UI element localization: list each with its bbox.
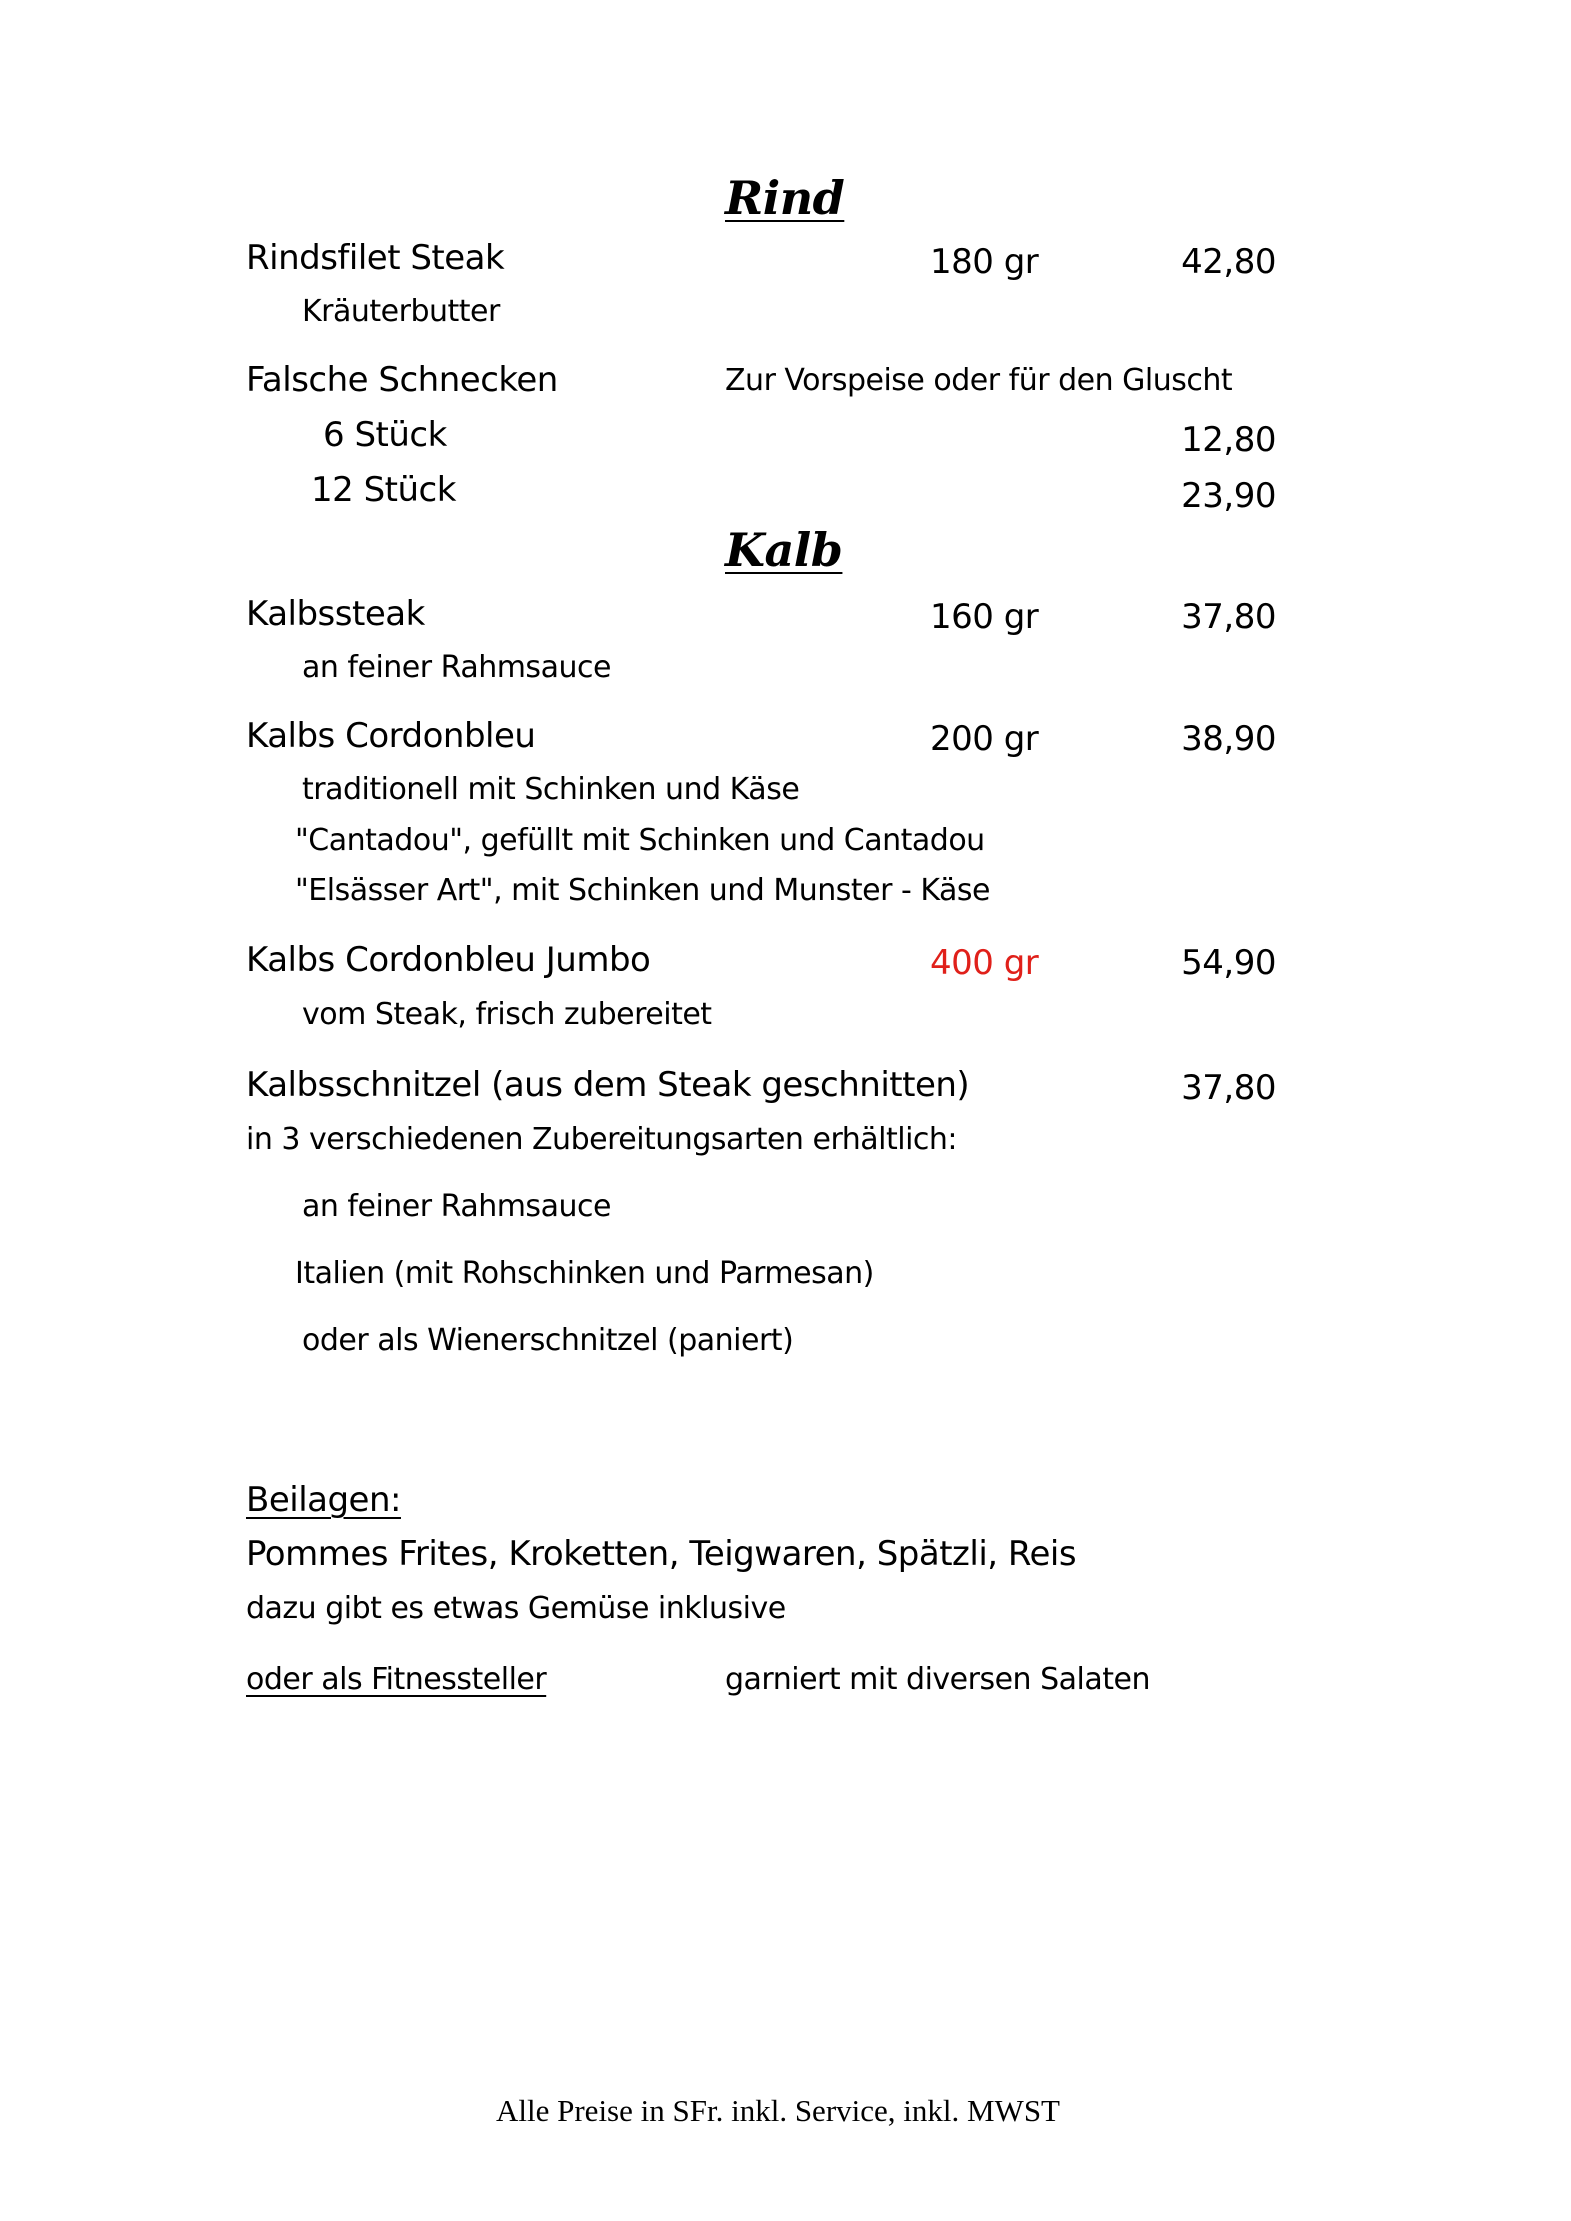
item-name-kalbssteak: Kalbssteak <box>246 594 425 634</box>
item-weight-jumbo: 400 gr <box>930 943 1039 983</box>
item-weight-cordonbleu: 200 gr <box>930 719 1039 759</box>
item-option-rahmsauce: an feiner Rahmsauce <box>302 1189 611 1224</box>
item-name-schnecken: Falsche Schnecken <box>246 360 558 400</box>
item-desc-cordonbleu-2: "Cantadou", gefüllt mit Schinken und Cantadou <box>295 823 985 858</box>
item-price-jumbo: 54,90 <box>1181 943 1276 983</box>
item-name-rindsfilet: Rindsfilet Steak <box>246 238 505 278</box>
item-name-kalbsschnitzel: Kalbsschnitzel (aus dem Steak geschnitten) <box>246 1065 970 1105</box>
beilagen-heading: Beilagen: <box>246 1480 401 1520</box>
item-option-italien: Italien (mit Rohschinken und Parmesan) <box>295 1256 874 1291</box>
fitness-label: oder als Fitnessteller <box>246 1662 547 1697</box>
beilagen-list: Pommes Frites, Kroketten, Teigwaren, Spätzli, Reis <box>246 1534 1077 1574</box>
section-heading-kalb: Kalb <box>725 523 843 577</box>
item-name-jumbo: Kalbs Cordonbleu Jumbo <box>246 940 651 980</box>
item-desc-cordonbleu-3: "Elsässer Art", mit Schinken und Munster - Käse <box>295 873 990 908</box>
item-desc-jumbo: vom Steak, frisch zubereitet <box>302 997 712 1032</box>
price-footer-note: Alle Preise in SFr. inkl. Service, inkl. MWST <box>496 2093 1060 2128</box>
item-weight-rindsfilet: 180 gr <box>930 242 1039 282</box>
item-price-kalbssteak: 37,80 <box>1181 597 1276 637</box>
item-price-6-stueck: 12,80 <box>1181 420 1276 460</box>
beilagen-note: dazu gibt es etwas Gemüse inklusive <box>246 1591 786 1626</box>
item-price-cordonbleu: 38,90 <box>1181 719 1276 759</box>
item-intro-kalbsschnitzel: in 3 verschiedenen Zubereitungsarten erhältlich: <box>246 1122 958 1157</box>
item-desc-rindsfilet: Kräuterbutter <box>302 294 500 329</box>
item-name-cordonbleu: Kalbs Cordonbleu <box>246 716 536 756</box>
item-option-12-stueck: 12 Stück <box>311 470 456 510</box>
item-note-schnecken: Zur Vorspeise oder für den Gluscht <box>725 363 1233 398</box>
item-option-6-stueck: 6 Stück <box>323 415 447 455</box>
item-option-wienerschnitzel: oder als Wienerschnitzel (paniert) <box>302 1323 794 1358</box>
item-weight-kalbssteak: 160 gr <box>930 597 1039 637</box>
section-heading-rind: Rind <box>725 171 845 225</box>
item-price-kalbsschnitzel: 37,80 <box>1181 1068 1276 1108</box>
item-price-rindsfilet: 42,80 <box>1181 242 1276 282</box>
item-price-12-stueck: 23,90 <box>1181 476 1276 516</box>
item-desc-cordonbleu-1: traditionell mit Schinken und Käse <box>302 772 800 807</box>
fitness-desc: garniert mit diversen Salaten <box>725 1662 1150 1697</box>
item-desc-kalbssteak: an feiner Rahmsauce <box>302 650 611 685</box>
